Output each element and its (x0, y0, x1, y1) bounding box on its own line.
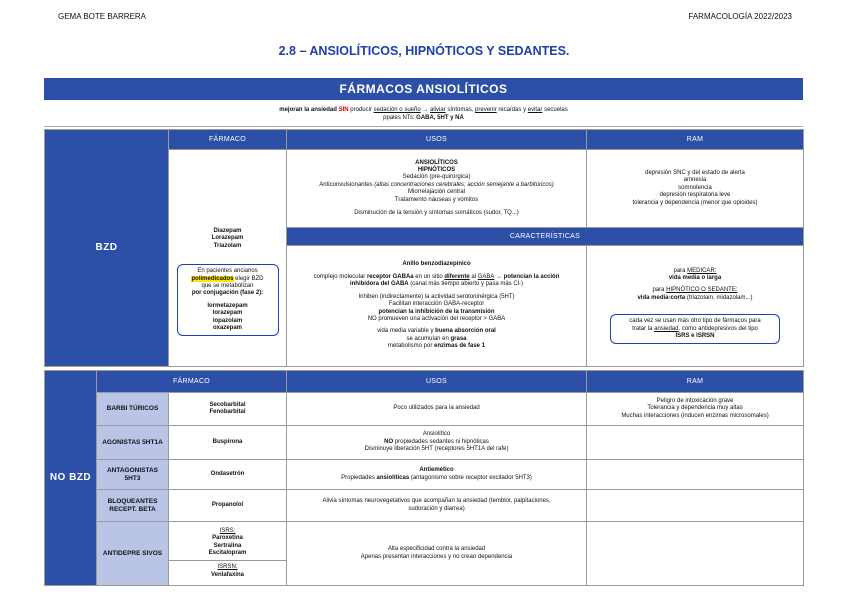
col-ram: RAM (587, 130, 804, 150)
class-bloqueantes-beta: BLOQUEANTES RECEPT. BETA (97, 490, 169, 522)
ram-antagonistas (587, 460, 804, 490)
drugs-antidepresivos: ISRS: Paroxetina Sertralina Escitalopram ISRSN: Venlafaxina (169, 522, 287, 586)
usos-barbituricos: Poco utilizados para la ansiedad (287, 393, 587, 426)
table-row (45, 522, 804, 586)
header-author: GEMA BOTE BARRERA (58, 12, 147, 21)
bzd-table (44, 129, 804, 367)
bzd-drugs-cell: Diazepam Lorazepam Triazolam En pacientes ancianos polimedicados elegir BZD que se metabolizan por conjugación (fase 2): lormetazepam lorazepam lopazolam oxazepam (169, 150, 287, 367)
usos-antagonistas: Antiemético Propiedades ansiolíticas (antagonismo sobre receptor excitador 5HT3) (287, 460, 587, 490)
bzd-caracteristicas-right: para MEDICAR: vida media o larga para HIPNÓTICO O SEDANTE: vida media-corta (triazolam, midazolam...) cada vez se usan más otro tipo de fármacos para tratar la ansiedad, como antidepresivos del tipo ISRS e ISRSN (587, 246, 804, 367)
table-row (45, 426, 804, 460)
ram-agonistas (587, 426, 804, 460)
nobzd-col-ram: RAM (587, 371, 804, 393)
ram-bloqueantes (587, 490, 804, 522)
usos-agonistas: Ansiolítico NO propiedades sedantes ni hipnóticas Disminuye liberación 5HT (receptores 5HT1A del rafe) (287, 426, 587, 460)
drugs-barbituricos: Secobarbital Fenobarbital (169, 393, 287, 426)
drugs-antagonistas: Ondasetrón (169, 460, 287, 490)
header-course: FARMACOLOGÍA 2022/2023 (688, 12, 792, 21)
nobzd-table (44, 370, 804, 586)
col-caracteristicas: CARACTERÍSTICAS (287, 228, 804, 246)
section-banner: FÁRMACOS ANSIOLÍTICOS (44, 78, 803, 100)
usos-antidepresivos: Alta especificidad contra la ansiedad Apenas presentan interacciones y no crean dependencia (287, 522, 587, 586)
bzd-ram: depresión SNC y del estado de alerta amnesia somnolencia depresión respiratoria leve tolerancia y dependencia (menor que opioides) (587, 150, 804, 228)
bzd-side-label: BZD (45, 130, 169, 367)
nobzd-col-usos: USOS (287, 371, 587, 393)
col-farmaco: FÁRMACO (169, 130, 287, 150)
table-row (45, 490, 804, 522)
bzd-usos: ANSIOLÍTICOS HIPNÓTICOS Sedación (pre-quirúrgica) Anticonvulsionantes (altas concentraciones cerebrales; acción semejante a barbitúricos) Miorrelajación central Tratamiento náuseas y vómitos Disminución de la tensión y síntomas somáticos (sudor, TQ...) (287, 150, 587, 228)
antidepressant-note-box: cada vez se usan más otro tipo de fármacos para tratar la ansiedad, como antidepresivos del tipo ISRS e ISRSN (610, 314, 780, 344)
drugs-agonistas: Buspirona (169, 426, 287, 460)
drugs-bloqueantes: Propanolol (169, 490, 287, 522)
table-row (45, 393, 804, 426)
page-title: 2.8 – ANSIOLÍTICOS, HIPNÓTICOS Y SEDANTES. (278, 44, 570, 58)
class-agonistas-5ht1a: AGONISTAS 5HT1A (97, 426, 169, 460)
class-antidepresivos: ANTIDEPRE SIVOS (97, 522, 169, 586)
nobzd-side-label: NO BZD (45, 371, 97, 586)
class-antagonistas-5ht3: ANTAGONISTAS 5HT3 (97, 460, 169, 490)
ram-antidepresivos (587, 522, 804, 586)
bzd-caracteristicas: Anillo benzodiazepínico complejo molecular receptor GABAa en un sitio diferente al GABA → potencian la acción inhibidora del GABA (canal más tiempo abierto y pasa más Cl-) Inhiben (indirectamente) la actividad serotoninérgica (5HT) Facilitan interacción GABA-receptor potencian la inhibición de la transmisión NO promueven una activación del receptor > GABA vida media variable y buena absorción oral se acumulan en grasa metabolismo por enzimas de fase 1 (287, 246, 587, 367)
ram-barbituricos: Peligro de intoxicación grave Tolerancia y dependencia muy altas Muchas interacciones (inducen enzimas microsomales) (587, 393, 804, 426)
usos-bloqueantes: Alivia síntomas neurovegetativos que acompañan la ansiedad (temblor, palpitaciones, sudoración y diarrea) (287, 490, 587, 522)
class-barbituricos: BARBI TÚRICOS (97, 393, 169, 426)
table-row (45, 460, 804, 490)
elderly-note-box: En pacientes ancianos polimedicados elegir BZD que se metabolizan por conjugación (fase 2): lormetazepam lorazepam lopazolam oxazepam (177, 264, 279, 336)
intro-text: mejoran la ansiedad SIN producir sedación o sueño → aliviar síntomas, prevenir recaídas y evitar secuelas ppales NTs: GABA, 5HT y NA (44, 101, 803, 127)
col-usos: USOS (287, 130, 587, 150)
nobzd-col-farmaco: FÁRMACO (97, 371, 287, 393)
